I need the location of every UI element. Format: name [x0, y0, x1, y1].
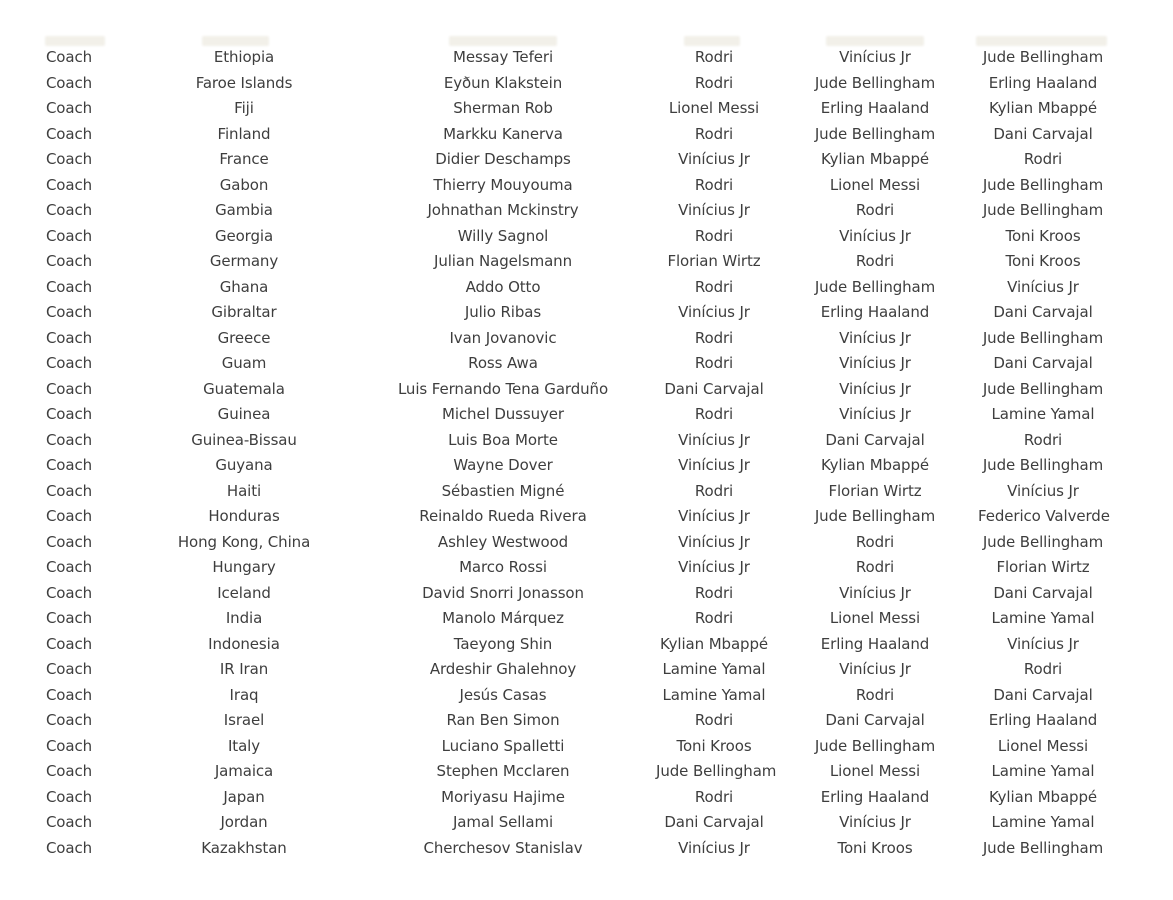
country-cell: Fiji [234, 99, 254, 118]
vote-2-cell: Erling Haaland [820, 634, 930, 653]
vote-2-cell: Vinícius Jr [839, 660, 911, 679]
role-cell: Coach [45, 609, 93, 628]
vote-1-cell: Rodri [694, 73, 734, 92]
table-row [0, 530, 1173, 556]
coach-name-cell: Cherchesov Stanislav [423, 838, 583, 857]
table-row [0, 428, 1173, 454]
vote-3-cell: Lamine Yamal [991, 813, 1095, 832]
table-row [0, 45, 1173, 71]
faded-row-remnant [826, 36, 924, 46]
role-cell: Coach [45, 481, 93, 500]
coach-name-cell: Marco Rossi [459, 558, 547, 577]
vote-1-cell: Lamine Yamal [662, 685, 766, 704]
country-cell: Honduras [208, 507, 280, 526]
coach-name-cell: Julian Nagelsmann [434, 252, 572, 271]
role-cell: Coach [45, 634, 93, 653]
vote-1-cell: Jude Bellingham [656, 762, 777, 781]
country-cell: Iraq [229, 685, 259, 704]
country-cell: Gibraltar [211, 303, 277, 322]
table-row [0, 708, 1173, 734]
vote-1-cell: Rodri [694, 48, 734, 67]
vote-2-cell: Erling Haaland [820, 99, 930, 118]
coach-name-cell: Messay Teferi [452, 48, 554, 67]
vote-3-cell: Kylian Mbappé [988, 99, 1098, 118]
country-cell: Guinea [217, 405, 271, 424]
coach-name-cell: Ashley Westwood [437, 532, 569, 551]
coach-name-cell: Manolo Márquez [442, 609, 564, 628]
country-cell: Italy [227, 736, 261, 755]
vote-3-cell: Jude Bellingham [982, 201, 1104, 220]
vote-2-cell: Lionel Messi [829, 762, 921, 781]
vote-3-cell: Lamine Yamal [991, 405, 1095, 424]
coach-name-cell: Sherman Rob [453, 99, 553, 118]
vote-2-cell: Jude Bellingham [814, 736, 936, 755]
vote-3-cell: Vinícius Jr [1007, 481, 1079, 500]
country-cell: Gambia [215, 201, 273, 220]
coach-name-cell: Luciano Spalletti [441, 736, 565, 755]
faded-row-remnant [202, 36, 269, 46]
role-cell: Coach [45, 660, 93, 679]
country-cell: Indonesia [208, 634, 280, 653]
table-row [0, 734, 1173, 760]
vote-1-cell: Rodri [694, 583, 734, 602]
vote-3-cell: Jude Bellingham [982, 48, 1104, 67]
faded-row-remnant [45, 36, 105, 46]
coach-name-cell: Sébastien Migné [441, 481, 565, 500]
role-cell: Coach [45, 175, 93, 194]
vote-1-cell: Rodri [694, 354, 734, 373]
coach-name-cell: Reinaldo Rueda Rivera [419, 507, 587, 526]
vote-1-cell: Rodri [694, 711, 734, 730]
table-row [0, 606, 1173, 632]
country-cell: France [219, 150, 269, 169]
country-cell: Hungary [212, 558, 276, 577]
coach-name-cell: Addo Otto [465, 277, 541, 296]
vote-2-cell: Jude Bellingham [814, 277, 936, 296]
table-row [0, 657, 1173, 683]
table-row [0, 479, 1173, 505]
coach-name-cell: Michel Dussuyer [442, 405, 564, 424]
vote-2-cell: Vinícius Jr [839, 813, 911, 832]
vote-1-cell: Vinícius Jr [678, 303, 750, 322]
vote-2-cell: Dani Carvajal [825, 430, 925, 449]
role-cell: Coach [45, 354, 93, 373]
country-cell: Gabon [219, 175, 269, 194]
table-row [0, 377, 1173, 403]
table-row [0, 147, 1173, 173]
table-row [0, 122, 1173, 148]
coach-name-cell: Luis Boa Morte [448, 430, 558, 449]
coach-name-cell: Ran Ben Simon [446, 711, 560, 730]
country-cell: Greece [217, 328, 271, 347]
vote-1-cell: Florian Wirtz [667, 252, 761, 271]
vote-3-cell: Erling Haaland [988, 711, 1098, 730]
coach-name-cell: Wayne Dover [453, 456, 553, 475]
vote-3-cell: Lamine Yamal [991, 609, 1095, 628]
vote-3-cell: Rodri [1023, 150, 1063, 169]
vote-2-cell: Vinícius Jr [839, 48, 911, 67]
role-cell: Coach [45, 532, 93, 551]
vote-1-cell: Rodri [694, 405, 734, 424]
vote-1-cell: Toni Kroos [676, 736, 752, 755]
coach-name-cell: Johnathan Mckinstry [427, 201, 579, 220]
table-row [0, 96, 1173, 122]
role-cell: Coach [45, 73, 93, 92]
vote-3-cell: Dani Carvajal [993, 354, 1093, 373]
country-cell: Japan [223, 787, 265, 806]
coach-name-cell: Taeyong Shin [453, 634, 553, 653]
role-cell: Coach [45, 736, 93, 755]
role-cell: Coach [45, 762, 93, 781]
vote-2-cell: Rodri [855, 685, 895, 704]
vote-1-cell: Rodri [694, 328, 734, 347]
vote-2-cell: Vinícius Jr [839, 328, 911, 347]
vote-2-cell: Rodri [855, 201, 895, 220]
role-cell: Coach [45, 507, 93, 526]
vote-2-cell: Kylian Mbappé [820, 150, 930, 169]
table-row [0, 351, 1173, 377]
country-cell: Ethiopia [213, 48, 275, 67]
vote-1-cell: Vinícius Jr [678, 507, 750, 526]
coach-name-cell: Thierry Mouyouma [433, 175, 573, 194]
vote-3-cell: Dani Carvajal [993, 303, 1093, 322]
coach-name-cell: Stephen Mcclaren [436, 762, 570, 781]
vote-2-cell: Rodri [855, 558, 895, 577]
vote-3-cell: Lamine Yamal [991, 762, 1095, 781]
faded-row-remnant [976, 36, 1107, 46]
vote-1-cell: Rodri [694, 226, 734, 245]
vote-2-cell: Rodri [855, 532, 895, 551]
country-cell: Ghana [219, 277, 269, 296]
role-cell: Coach [45, 838, 93, 857]
role-cell: Coach [45, 201, 93, 220]
coach-name-cell: Eyðun Klakstein [443, 73, 563, 92]
country-cell: Guatemala [203, 379, 285, 398]
coach-name-cell: Luis Fernando Tena Garduño [397, 379, 609, 398]
vote-2-cell: Vinícius Jr [839, 405, 911, 424]
table-row [0, 198, 1173, 224]
vote-2-cell: Toni Kroos [837, 838, 913, 857]
table-row [0, 581, 1173, 607]
vote-3-cell: Lionel Messi [997, 736, 1089, 755]
vote-1-cell: Rodri [694, 277, 734, 296]
table-row [0, 759, 1173, 785]
role-cell: Coach [45, 583, 93, 602]
vote-3-cell: Dani Carvajal [993, 124, 1093, 143]
vote-3-cell: Rodri [1023, 430, 1063, 449]
vote-1-cell: Rodri [694, 175, 734, 194]
role-cell: Coach [45, 379, 93, 398]
country-cell: Hong Kong, China [177, 532, 311, 551]
coach-name-cell: Jesús Casas [459, 685, 547, 704]
table-row [0, 326, 1173, 352]
role-cell: Coach [45, 558, 93, 577]
vote-3-cell: Toni Kroos [1005, 226, 1081, 245]
country-cell: Jamaica [214, 762, 274, 781]
country-cell: Israel [223, 711, 265, 730]
vote-3-cell: Kylian Mbappé [988, 787, 1098, 806]
role-cell: Coach [45, 685, 93, 704]
coach-name-cell: David Snorri Jonasson [422, 583, 584, 602]
vote-1-cell: Dani Carvajal [664, 813, 764, 832]
table-row [0, 836, 1173, 862]
role-cell: Coach [45, 277, 93, 296]
role-cell: Coach [45, 328, 93, 347]
vote-1-cell: Rodri [694, 124, 734, 143]
vote-1-cell: Vinícius Jr [678, 430, 750, 449]
role-cell: Coach [45, 124, 93, 143]
coach-name-cell: Julio Ribas [464, 303, 542, 322]
table-row [0, 683, 1173, 709]
role-cell: Coach [45, 48, 93, 67]
vote-1-cell: Vinícius Jr [678, 532, 750, 551]
vote-1-cell: Vinícius Jr [678, 456, 750, 475]
vote-3-cell: Vinícius Jr [1007, 634, 1079, 653]
role-cell: Coach [45, 252, 93, 271]
vote-3-cell: Rodri [1023, 660, 1063, 679]
country-cell: Iceland [217, 583, 271, 602]
country-cell: India [225, 609, 263, 628]
vote-2-cell: Vinícius Jr [839, 354, 911, 373]
vote-2-cell: Lionel Messi [829, 609, 921, 628]
coach-name-cell: Ardeshir Ghalehnoy [429, 660, 577, 679]
coach-name-cell: Moriyasu Hajime [441, 787, 565, 806]
coach-name-cell: Ross Awa [468, 354, 538, 373]
country-cell: Finland [217, 124, 271, 143]
vote-2-cell: Dani Carvajal [825, 711, 925, 730]
coach-name-cell: Didier Deschamps [435, 150, 571, 169]
vote-1-cell: Rodri [694, 481, 734, 500]
vote-3-cell: Florian Wirtz [996, 558, 1090, 577]
role-cell: Coach [45, 813, 93, 832]
table-row [0, 810, 1173, 836]
vote-3-cell: Jude Bellingham [982, 175, 1104, 194]
role-cell: Coach [45, 456, 93, 475]
table-row [0, 300, 1173, 326]
vote-1-cell: Rodri [694, 609, 734, 628]
country-cell: IR Iran [219, 660, 269, 679]
role-cell: Coach [45, 711, 93, 730]
vote-3-cell: Dani Carvajal [993, 685, 1093, 704]
vote-3-cell: Erling Haaland [988, 73, 1098, 92]
coach-name-cell: Markku Kanerva [443, 124, 563, 143]
vote-2-cell: Vinícius Jr [839, 226, 911, 245]
vote-1-cell: Vinícius Jr [678, 150, 750, 169]
table-row [0, 275, 1173, 301]
faded-row-remnant [449, 36, 557, 46]
coach-name-cell: Ivan Jovanovic [449, 328, 557, 347]
vote-1-cell: Kylian Mbappé [659, 634, 769, 653]
coach-name-cell: Willy Sagnol [457, 226, 549, 245]
country-cell: Kazakhstan [201, 838, 287, 857]
table-row [0, 785, 1173, 811]
vote-2-cell: Lionel Messi [829, 175, 921, 194]
vote-3-cell: Jude Bellingham [982, 328, 1104, 347]
vote-1-cell: Vinícius Jr [678, 201, 750, 220]
vote-1-cell: Lionel Messi [668, 99, 760, 118]
table-row [0, 555, 1173, 581]
vote-2-cell: Jude Bellingham [814, 124, 936, 143]
vote-3-cell: Jude Bellingham [982, 838, 1104, 857]
vote-3-cell: Jude Bellingham [982, 456, 1104, 475]
vote-1-cell: Vinícius Jr [678, 838, 750, 857]
vote-1-cell: Rodri [694, 787, 734, 806]
table-row [0, 632, 1173, 658]
country-cell: Georgia [214, 226, 274, 245]
vote-1-cell: Dani Carvajal [664, 379, 764, 398]
role-cell: Coach [45, 430, 93, 449]
country-cell: Faroe Islands [195, 73, 293, 92]
vote-2-cell: Vinícius Jr [839, 583, 911, 602]
vote-2-cell: Jude Bellingham [814, 73, 936, 92]
vote-2-cell: Jude Bellingham [814, 507, 936, 526]
country-cell: Guam [221, 354, 267, 373]
role-cell: Coach [45, 303, 93, 322]
vote-2-cell: Erling Haaland [820, 303, 930, 322]
table-row [0, 173, 1173, 199]
vote-3-cell: Dani Carvajal [993, 583, 1093, 602]
vote-2-cell: Florian Wirtz [828, 481, 922, 500]
role-cell: Coach [45, 150, 93, 169]
table-row [0, 249, 1173, 275]
vote-2-cell: Kylian Mbappé [820, 456, 930, 475]
role-cell: Coach [45, 787, 93, 806]
country-cell: Guyana [215, 456, 273, 475]
table-row [0, 402, 1173, 428]
vote-2-cell: Vinícius Jr [839, 379, 911, 398]
country-cell: Haiti [226, 481, 262, 500]
vote-1-cell: Vinícius Jr [678, 558, 750, 577]
table-row [0, 453, 1173, 479]
table-row [0, 224, 1173, 250]
coach-name-cell: Jamal Sellami [452, 813, 554, 832]
table-row [0, 504, 1173, 530]
vote-2-cell: Erling Haaland [820, 787, 930, 806]
country-cell: Jordan [220, 813, 268, 832]
role-cell: Coach [45, 405, 93, 424]
vote-2-cell: Rodri [855, 252, 895, 271]
country-cell: Germany [209, 252, 279, 271]
country-cell: Guinea-Bissau [191, 430, 297, 449]
faded-row-remnant [684, 36, 740, 46]
vote-3-cell: Toni Kroos [1005, 252, 1081, 271]
role-cell: Coach [45, 226, 93, 245]
role-cell: Coach [45, 99, 93, 118]
vote-1-cell: Lamine Yamal [662, 660, 766, 679]
table-row [0, 71, 1173, 97]
table-body [0, 45, 1173, 861]
vote-3-cell: Vinícius Jr [1007, 277, 1079, 296]
vote-3-cell: Jude Bellingham [982, 532, 1104, 551]
vote-3-cell: Jude Bellingham [982, 379, 1104, 398]
vote-3-cell: Federico Valverde [978, 507, 1110, 526]
